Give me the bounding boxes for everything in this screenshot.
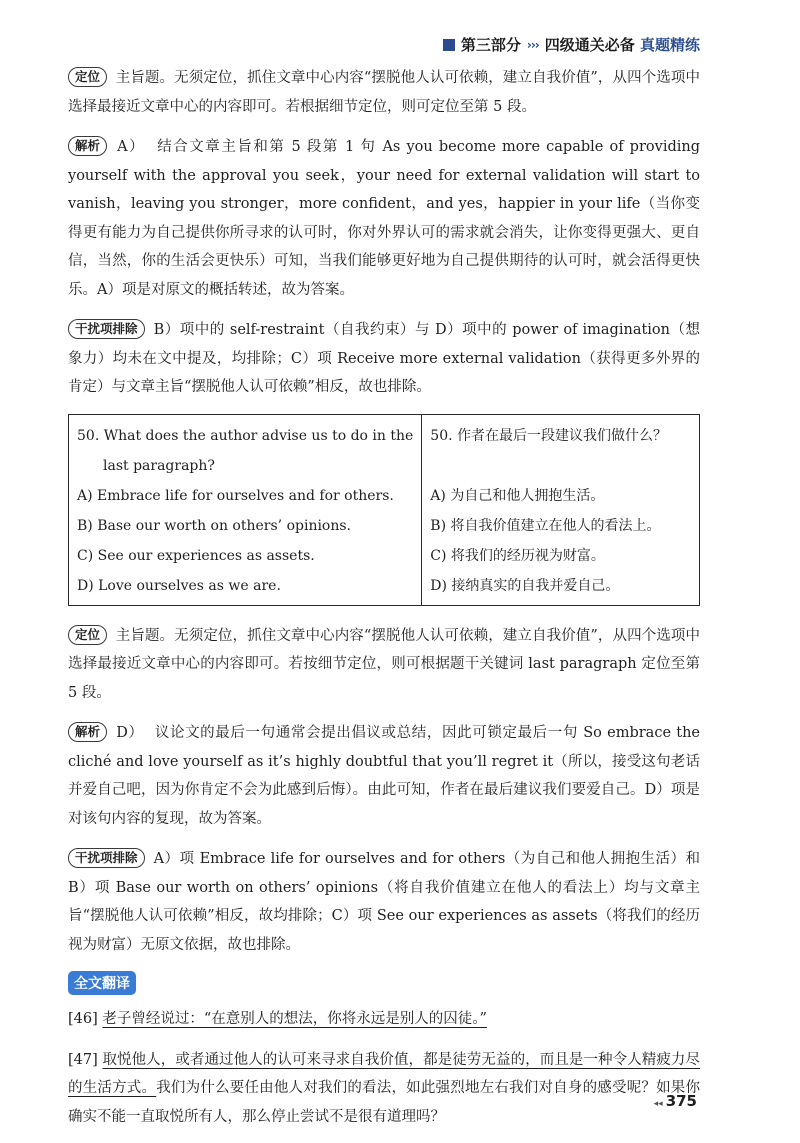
q50-analysis-text: 议论文的最后一句通常会提出倡议或总结，因此可锁定最后一句 So embrace the cliché and love yourself as it’s highly doubtful that you’ll regret it（所以，接受这句老话并爱自己吧，因为你肯定不会为此感到后悔）。由此可知，作者在最后建议我们要爱自己。D）项是对该句内容的复现，故为答案。 bbox=[68, 725, 700, 827]
q50-en-option-a: A) Embrace life for ourselves and for others. bbox=[77, 487, 394, 504]
analysis-label: 解析 bbox=[68, 136, 107, 156]
q50-analysis bbox=[68, 719, 700, 833]
q49-analysis-text: 结合文章主旨和第 5 段第 1 句 As you become more capable of providing yourself with the approval you seek，your need for external validation will start to vanish，leaving you stronger，more confident，and yes，happier in your life（当你变得更有能力为自己提供你所寻求的认可时，你对外界认可的需求就会消失，让你变得更强大、更自信，当然，你的生活会更快乐）可知，当我们能够更好地为自己提供期待的认可时，就会活得更快乐。A）项是对原文的概括转述，故为答案。 bbox=[68, 139, 700, 298]
page-header bbox=[443, 34, 700, 55]
page-number bbox=[654, 1092, 697, 1110]
q50-cn-question: 50. 作者在最后一段建议我们做什么？ bbox=[430, 427, 668, 444]
header-title: 四级通关必备 真题精练 bbox=[544, 36, 700, 54]
distractor-label: 干扰项排除 bbox=[68, 319, 145, 339]
translation-p46 bbox=[68, 1005, 700, 1034]
q49-locate-text: 主旨题。无须定位，抓住文章中心内容“摆脱他人认可依赖，建立自我价值”，从四个选项中选择最接近文章中心的内容即可。若根据细节定位，则可定位至第 5 段。 bbox=[68, 70, 701, 115]
p46-text: 老子曾经说过：“在意别人的想法，你将永远是别人的囚徒。” bbox=[102, 1011, 487, 1027]
q50-cn-option-d: D) 接纳真实的自我并爱自己。 bbox=[430, 577, 620, 594]
header-title-highlight: 真题精练 bbox=[639, 36, 700, 54]
q50-answer: D） bbox=[116, 725, 144, 741]
q50-locate-text: 主旨题。无须定位，抓住文章中心内容“摆脱他人认可依赖，建立自我价值”，从四个选项中选择最接近文章中心的内容即可。若按细节定位，则可根据题干关键词 last paragraph 定位至第 5 段。 bbox=[68, 627, 701, 701]
q50-english-cell bbox=[69, 414, 422, 605]
page-chevron-icon: ◂◂ bbox=[653, 1099, 663, 1109]
translation-label: 全文翻译 bbox=[68, 971, 136, 995]
q50-en-question: 50. What does the author advise us to do in the bbox=[77, 427, 414, 444]
q49-distractor bbox=[68, 316, 700, 402]
section-square-icon bbox=[443, 39, 455, 51]
q50-cn-option-c: C) 将我们的经历视为财富。 bbox=[430, 547, 605, 564]
q50-en-option-d: D) Love ourselves as we are. bbox=[77, 577, 281, 594]
distractor-label: 干扰项排除 bbox=[68, 848, 145, 868]
q49-locate bbox=[68, 64, 700, 121]
q50-distractor bbox=[68, 845, 700, 959]
q50-en-option-c: C) See our experiences as assets. bbox=[77, 547, 315, 564]
p47-underlined-text: 取悦他人，或者通过他人的认可来寻求自我价值，都是徒劳无益的，而且是一种令人精疲力尽的生活方式。 bbox=[68, 1051, 700, 1096]
q50-options-table bbox=[68, 414, 700, 606]
q49-analysis bbox=[68, 133, 700, 304]
translation-p47 bbox=[68, 1046, 700, 1132]
q50-en-option-b: B) Base our worth on others’ opinions. bbox=[77, 517, 352, 534]
q50-chinese-cell bbox=[422, 414, 700, 605]
q50-cn-option-a: A) 为自己和他人拥抱生活。 bbox=[430, 487, 605, 504]
locate-label: 定位 bbox=[68, 67, 107, 87]
q49-distractor-text: B）项中的 self-restraint（自我约束）与 D）项中的 power of imagination（想象力）均未在文中提及，均排除；C）项 Receive more external validation（获得更多外界的肯定）与文章主旨“摆脱他人认可依赖”相反，故也排除。 bbox=[68, 322, 700, 395]
q50-cn-spacer bbox=[430, 451, 691, 481]
p46-number: [46] bbox=[68, 1011, 98, 1027]
q49-answer: A） bbox=[117, 139, 146, 155]
p47-text: 我们为什么要任由他人对我们的看法，如此强烈地左右我们对自身的感受呢？如果你确实不能一直取悦所有人，那么停止尝试不是很有道理吗？ bbox=[68, 1080, 701, 1125]
q50-distractor-text: A）项 Embrace life for ourselves and for others（为自己和他人拥抱生活）和 B）项 Base our worth on others’ opinions（将自我价值建立在他人的看法上）均与文章主旨“摆脱他人认可依赖”相反，故均排除；C）项 See our experiences as assets（将我们的经历视为财富）无原文依据，故也排除。 bbox=[68, 851, 700, 953]
analysis-label: 解析 bbox=[68, 722, 107, 742]
q50-en-question-cont: last paragraph? bbox=[103, 457, 215, 474]
locate-label: 定位 bbox=[68, 625, 107, 645]
page-content bbox=[68, 64, 700, 1143]
p47-number: [47] bbox=[68, 1051, 98, 1068]
page-number-value: 375 bbox=[665, 1092, 697, 1110]
header-section: 第三部分 bbox=[460, 36, 521, 54]
q50-locate bbox=[68, 622, 700, 708]
triple-chevron-icon: ››› bbox=[526, 37, 539, 52]
q50-cn-option-b: B) 将自我价值建立在他人的看法上。 bbox=[430, 517, 661, 534]
